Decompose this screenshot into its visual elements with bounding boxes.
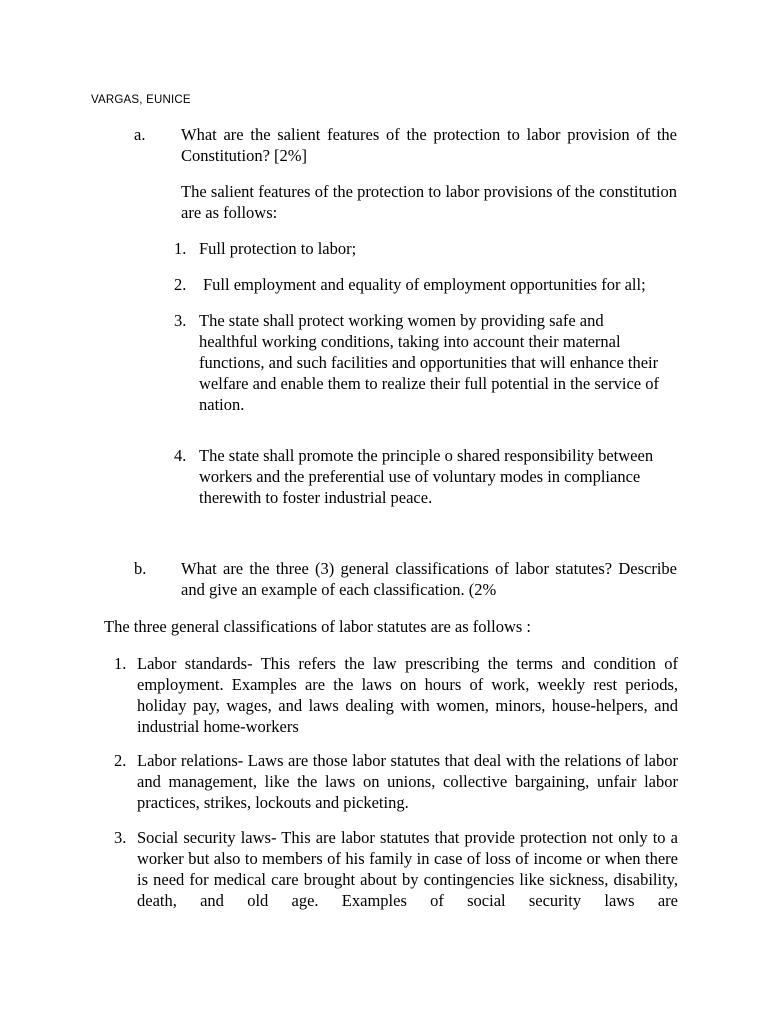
question-a-item-2-number: 2. bbox=[174, 275, 187, 294]
question-a-answer-intro: The salient features of the protection to labor provisions of the constitution are as follows: bbox=[181, 182, 677, 222]
question-a-item-1-number: 1. bbox=[174, 239, 187, 258]
question-b-item-1-text: Labor standards- This refers the law prescribing the terms and condition of employment. Examples are the laws on hours of work, weekly rest periods, holiday pay, wages, and laws dealing with women, minors, house-helpers, and industrial home-workers bbox=[137, 654, 678, 736]
author-name: VARGAS, EUNICE bbox=[91, 94, 191, 106]
question-b-text: What are the three (3) general classifications of labor statutes? Describe and give an example of each classification. (2% bbox=[181, 559, 677, 599]
question-a-label: a. bbox=[134, 125, 146, 144]
question-b-label: b. bbox=[134, 559, 147, 578]
question-b-answer-intro: The three general classifications of labor statutes are as follows : bbox=[104, 617, 532, 636]
question-b-item-1-number: 1. bbox=[114, 654, 127, 673]
question-a-item-4-number: 4. bbox=[174, 446, 187, 465]
question-a-item-4-text: The state shall promote the principle o shared responsibility between workers and the preferential use of voluntary modes in compliance therewith to foster industrial peace. bbox=[199, 446, 654, 507]
question-a-text: What are the salient features of the protection to labor provision of the Constitution? [2%] bbox=[181, 125, 677, 165]
question-b-item-2-text: Labor relations- Laws are those labor statutes that deal with the relations of labor and management, like the laws on unions, collective bargaining, unfair labor practices, strikes, lockouts and picketing. bbox=[137, 751, 678, 812]
question-a-item-3-number: 3. bbox=[174, 311, 187, 330]
question-a-item-1-text: Full protection to labor; bbox=[199, 239, 357, 258]
question-b-item-3-number: 3. bbox=[114, 828, 127, 847]
question-a-item-3-text: The state shall protect working women by providing safe and healthful working conditions, taking into account their maternal functions, and such facilities and opportunities that will enhance their welfare and enable them to realize their full potential in the service of nation. bbox=[199, 311, 659, 414]
question-b-item-2-number: 2. bbox=[114, 751, 127, 770]
question-b-item-3-text: Social security laws- This are labor statutes that provide protection not only to a worker but also to members of his family in case of loss of income or when there is need for medical care brought about by contingencies like sickness, disability, death, and old age. Examples of social security laws are bbox=[137, 828, 678, 910]
question-a-item-2-text: Full employment and equality of employment opportunities for all; bbox=[203, 275, 646, 294]
